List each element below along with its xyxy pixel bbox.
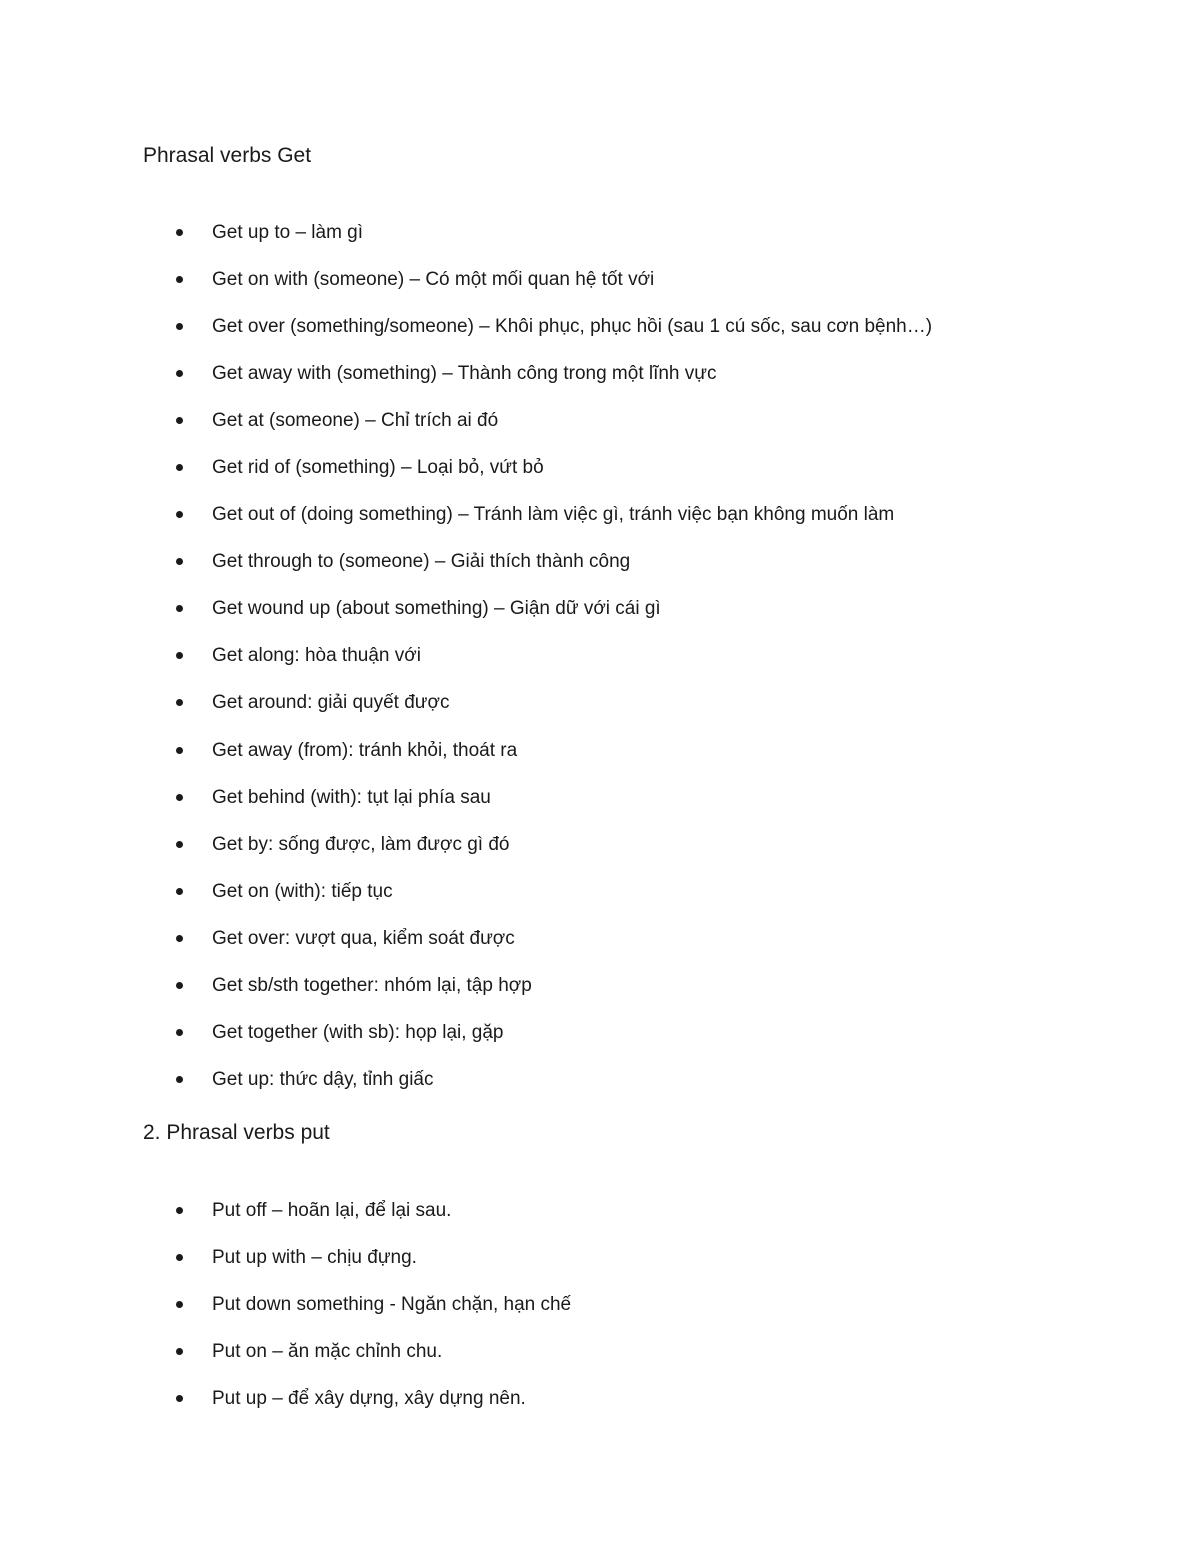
list-item-text: Get wound up (about something) – Giận dữ với cái gì <box>212 598 661 620</box>
bullet-icon <box>176 1029 183 1036</box>
list-item <box>0 1019 1200 1066</box>
bullet-icon <box>176 1395 183 1402</box>
list-item-text: Get at (someone) – Chỉ trích ai đó <box>212 410 499 432</box>
bullet-icon <box>176 935 183 942</box>
list-item-text: Get along: hòa thuận với <box>212 645 421 667</box>
list-item <box>0 925 1200 972</box>
bullet-icon <box>176 605 183 612</box>
bullet-icon <box>176 1301 183 1308</box>
list-item-text: Get on (with): tiếp tục <box>212 880 393 902</box>
bullet-icon <box>176 982 183 989</box>
list-item-text: Get around: giải quyết được <box>212 692 450 714</box>
list-item-text: Get through to (someone) – Giải thích thành công <box>212 551 631 573</box>
list-item-text: Get behind (with): tụt lại phía sau <box>212 786 491 808</box>
bullet-icon <box>176 558 183 565</box>
bullet-icon <box>176 888 183 895</box>
list-item-text: Get over: vượt qua, kiểm soát được <box>212 927 515 949</box>
list-item <box>0 548 1200 595</box>
list-item-text: Get up to – làm gì <box>212 222 364 243</box>
list-item <box>0 266 1200 313</box>
bullet-icon <box>176 794 183 801</box>
put-phrasal-verbs-list <box>0 1197 1200 1432</box>
list-item <box>0 831 1200 878</box>
bullet-icon <box>176 1076 183 1083</box>
list-item <box>0 1066 1200 1113</box>
list-item <box>0 1197 1200 1244</box>
list-item <box>0 1244 1200 1291</box>
list-item <box>0 407 1200 454</box>
bullet-icon <box>176 841 183 848</box>
bullet-icon <box>176 1207 183 1214</box>
list-item-text: Put up with – chịu đựng. <box>212 1247 417 1269</box>
section-heading-put: 2. Phrasal verbs put <box>143 1121 330 1144</box>
list-item <box>0 1338 1200 1385</box>
list-item <box>0 595 1200 642</box>
list-item-text: Get by: sống được, làm được gì đó <box>212 833 510 855</box>
list-item-text: Put on – ăn mặc chỉnh chu. <box>212 1341 443 1363</box>
get-phrasal-verbs-list <box>0 219 1200 1113</box>
list-item-text: Get together (with sb): họp lại, gặp <box>212 1021 504 1043</box>
bullet-icon <box>176 652 183 659</box>
list-item <box>0 642 1200 689</box>
list-item-text: Put off – hoãn lại, để lại sau. <box>212 1200 452 1221</box>
list-item <box>0 1291 1200 1338</box>
list-item-text: Put down something - Ngăn chặn, hạn chế <box>212 1294 572 1316</box>
list-item <box>0 313 1200 360</box>
list-item <box>0 360 1200 407</box>
list-item <box>0 454 1200 501</box>
section-heading-get: Phrasal verbs Get <box>143 144 312 167</box>
list-item-text: Get over (something/someone) – Khôi phục, phục hồi (sau 1 cú sốc, sau cơn bệnh…) <box>212 316 933 338</box>
list-item <box>0 219 1200 266</box>
list-item-text: Get out of (doing something) – Tránh làm việc gì, tránh việc bạn không muốn làm <box>212 504 895 526</box>
bullet-icon <box>176 464 183 471</box>
list-item <box>0 878 1200 925</box>
bullet-icon <box>176 1348 183 1355</box>
bullet-icon <box>176 323 183 330</box>
list-item-text: Get on with (someone) – Có một mối quan hệ tốt với <box>212 269 655 291</box>
list-item <box>0 1385 1200 1432</box>
list-item <box>0 501 1200 548</box>
bullet-icon <box>176 276 183 283</box>
bullet-icon <box>176 747 183 754</box>
list-item-text: Get rid of (something) – Loại bỏ, vứt bỏ <box>212 457 544 479</box>
list-item <box>0 784 1200 831</box>
bullet-icon <box>176 417 183 424</box>
bullet-icon <box>176 370 183 377</box>
bullet-icon <box>176 1254 183 1261</box>
bullet-icon <box>176 229 183 236</box>
list-item-text: Get away with (something) – Thành công trong một lĩnh vực <box>212 363 717 385</box>
bullet-icon <box>176 511 183 518</box>
list-item <box>0 972 1200 1019</box>
list-item-text: Get sb/sth together: nhóm lại, tập hợp <box>212 974 532 996</box>
list-item-text: Get away (from): tránh khỏi, thoát ra <box>212 739 518 761</box>
list-item-text: Put up – để xây dựng, xây dựng nên. <box>212 1388 526 1410</box>
list-item <box>0 689 1200 736</box>
list-item <box>0 737 1200 784</box>
bullet-icon <box>176 699 183 706</box>
list-item-text: Get up: thức dậy, tỉnh giấc <box>212 1068 434 1090</box>
